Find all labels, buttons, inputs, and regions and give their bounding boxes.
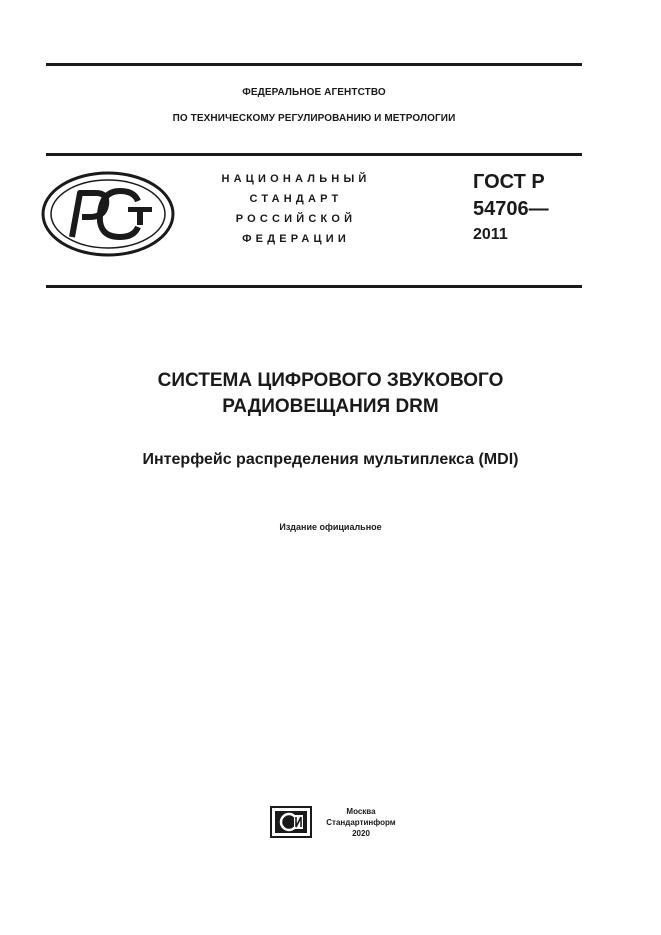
standard-line-4: ФЕДЕРАЦИИ xyxy=(242,233,350,245)
title-line-1: СИСТЕМА ЦИФРОВОГО ЗВУКОВОГО xyxy=(157,370,504,391)
edition-label: Издание официальное xyxy=(279,522,382,532)
standard-line-1: НАЦИОНАЛЬНЫЙ xyxy=(221,173,371,185)
standard-rule xyxy=(46,285,582,288)
subtitle: Интерфейс распределения мультиплекса (MDI) xyxy=(142,451,519,468)
gost-prefix: ГОСТ Р xyxy=(473,171,545,193)
publisher-city: Москва xyxy=(346,807,376,816)
gost-number: 54706— xyxy=(473,198,549,220)
standard-line-2: СТАНДАРТ xyxy=(249,193,343,205)
publisher-name: Стандартинформ xyxy=(326,818,396,827)
header-rule xyxy=(46,153,582,156)
publisher-year: 2020 xyxy=(352,829,370,838)
standard-line-3: РОССИЙСКОЙ xyxy=(235,213,357,225)
agency-line-2: ПО ТЕХНИЧЕСКОМУ РЕГУЛИРОВАНИЮ И МЕТРОЛОГИИ xyxy=(172,113,456,124)
rst-logo-icon xyxy=(40,171,176,257)
title-line-2: РАДИОВЕЩАНИЯ DRM xyxy=(222,396,439,417)
top-rule xyxy=(46,63,582,66)
standartinform-logo-icon xyxy=(270,806,312,838)
agency-line-1: ФЕДЕРАЛЬНОЕ АГЕНТСТВО xyxy=(242,87,386,98)
gost-year: 2011 xyxy=(473,226,508,243)
